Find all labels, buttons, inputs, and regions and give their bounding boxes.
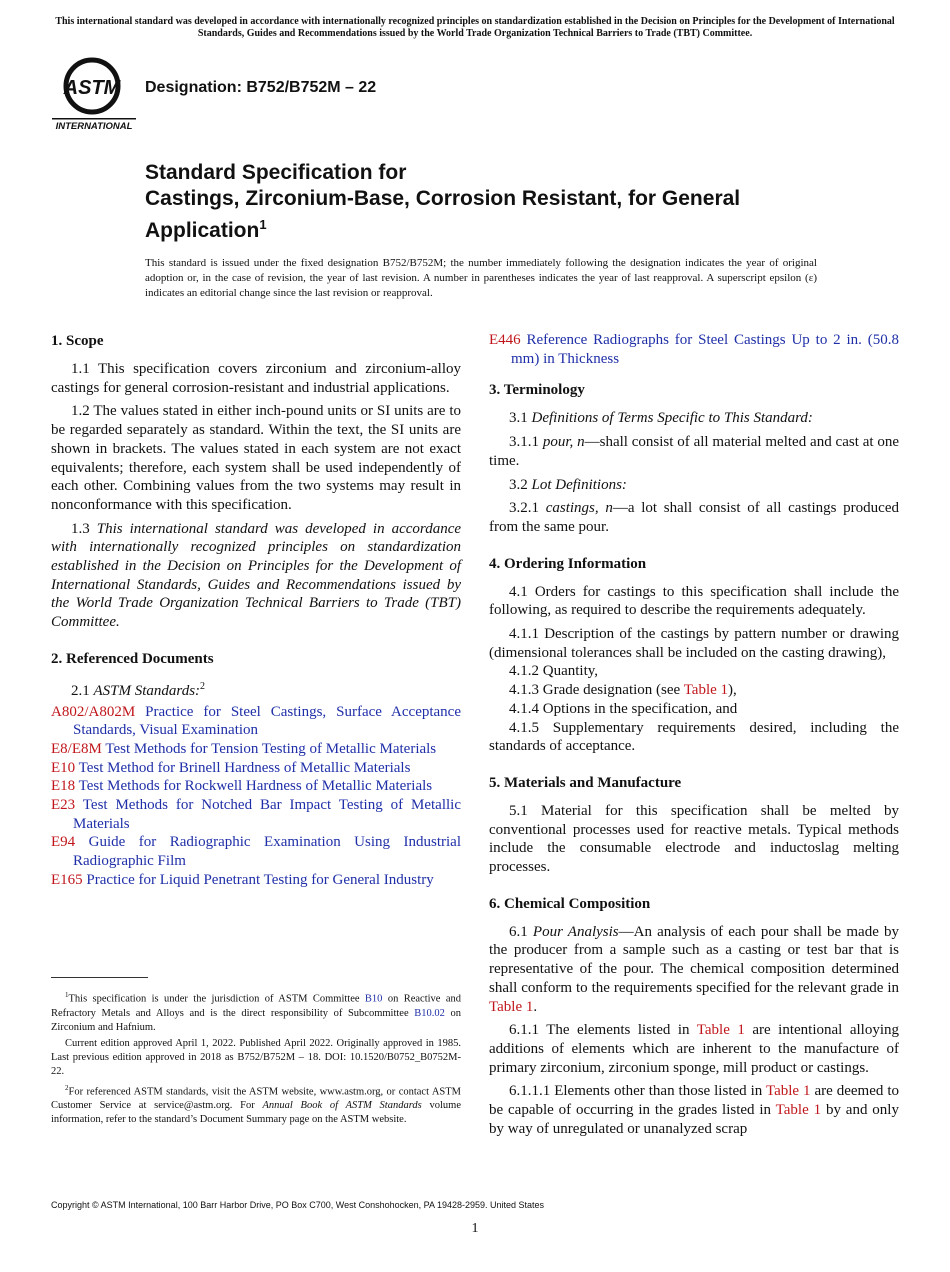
paragraph-4-1-4: 4.1.4 Options in the specification, and — [509, 700, 738, 717]
paragraph-6-1-1-1: 6.1.1.1 Elements other than those listed in Table 1 are deemed to be capable of occurring in the grades listed in Table 1 by and only by way of unregulated or unanalyzed scrap — [489, 1083, 899, 1137]
paragraph-3-2-1: 3.2.1 castings, n—a lot shall consist of all castings produced from the same pour. — [489, 500, 899, 535]
title-line-2: Castings, Zirconium-Base, Corrosion Resistant, for General Application$^1$ — [145, 187, 741, 242]
page-number: 1 — [471, 1221, 479, 1236]
footnote-1: $^1$This specification is under the jurisdiction of ASTM Committee B10 on Reactive and Refractory Metals and Alloys and is the direct responsibility of Subcommittee B10.02 on Zirconium and Hafnium. — [51, 991, 461, 1033]
paragraph-6-1-1: 6.1.1 The elements listed in Table 1 are intentional alloying additions of elements which are inherent to the manufacture of primary zirconium, zirconium sponge, mill product or castings. — [489, 1022, 899, 1076]
reference-item[interactable]: E10 Test Method for Brinell Hardness of Metallic Materials — [51, 759, 411, 776]
section-heading-scope: 1. Scope — [51, 333, 104, 349]
paragraph-4-1-2: 4.1.2 Quantity, — [509, 663, 599, 680]
paragraph-4-1-5: 4.1.5 Supplementary requirements desired, including the standards of acceptance. — [489, 719, 899, 755]
section-heading-referenced-documents: 2. Referenced Documents — [51, 650, 214, 667]
footnotes — [51, 988, 461, 1129]
logo-subtitle: INTERNATIONAL — [55, 121, 133, 132]
reference-item[interactable]: E165 Practice for Liquid Penetrant Testing for General Industry — [51, 871, 434, 888]
paragraph-3-1-1: 3.1.1 pour, n—shall consist of all material melted and cast at one time. — [489, 434, 900, 469]
reference-item[interactable]: A802/A802M Practice for Steel Castings, Surface Acceptance Standards, Visual Examination — [51, 703, 461, 739]
section-heading-chemical-composition: 6. Chemical Composition — [489, 895, 651, 912]
paragraph-1-2: 1.2 The values stated in either inch-pound units or SI units are to be regarded separately as standard. Within the text, the SI units are shown in brackets. The values stated in each system are not exact equivalents; therefore, each system shall be used independently of each other. Combining values from the two systems may result in nonconformance with this specification. — [51, 403, 461, 513]
section-heading-ordering-information: 4. Ordering Information — [489, 555, 647, 572]
subcommittee-link[interactable]: B10.02 — [414, 1007, 445, 1019]
logo-text: ASTM — [63, 77, 121, 99]
astm-logo-icon — [52, 56, 136, 132]
reference-item[interactable]: E446 Reference Radiographs for Steel Castings Up to 2 in. (50.8 mm) in Thickness — [489, 332, 900, 367]
astm-logo — [52, 56, 136, 132]
paragraph-3-2: 3.2 Lot Definitions: — [509, 476, 627, 493]
table-1-link[interactable]: Table 1 — [775, 1102, 822, 1119]
section-heading-materials-and-manufacture: 5. Materials and Manufacture — [489, 774, 682, 791]
table-1-link[interactable]: Table 1 — [696, 1022, 745, 1039]
footnote-divider — [51, 977, 148, 978]
title-line-1: Standard Specification for — [145, 161, 407, 184]
reference-item[interactable]: E18 Test Methods for Rockwell Hardness of Metallic Materials — [51, 778, 433, 795]
paragraph-4-1-1: 4.1.1 Description of the castings by pattern number or drawing (dimensional tolerances shall be included on the casting drawing), — [489, 626, 899, 661]
footnote-1-edition: Current edition approved April 1, 2022. Published April 2022. Originally approved in 1985. Last previous edition approved in 2018 as B752/B752M – 18. DOI: 10.1520/B0752_B0752M-22. — [51, 1037, 461, 1077]
reference-item[interactable]: E23 Test Methods for Notched Bar Impact Testing of Metallic Materials — [51, 797, 461, 832]
document-title — [145, 160, 845, 244]
table-1-link[interactable]: Table 1 — [765, 1083, 811, 1100]
title-footnote-mark: 1 — [259, 217, 267, 232]
paragraph-1-1: 1.1 This specification covers zirconium and zirconium-alloy castings for general corrosion-resistant and industrial applications. — [51, 361, 461, 396]
committee-link[interactable]: B10 — [364, 993, 383, 1005]
left-column — [51, 331, 461, 890]
paragraph-2-1: 2.1 ASTM Standards:$^2$ — [71, 680, 206, 699]
table-1-link[interactable]: Table 1 — [683, 682, 729, 699]
designation: Designation: B752/B752M – 22 — [145, 79, 377, 96]
reference-item[interactable]: E94 Guide for Radiographic Examination Using Industrial Radiographic Film — [51, 834, 461, 870]
paragraph-4-1: 4.1 Orders for castings to this specification shall include the following, as required to describe the requirements adequately. — [489, 583, 899, 619]
footnote-2: $^2$For referenced ASTM standards, visit the ASTM website, www.astm.org, or contact ASTM Customer Service at service@astm.org. For Annual Book of ASTM Standards volume information, refer to the standard’s Document Summary page on the ASTM website. — [51, 1083, 461, 1125]
copyright: Copyright © ASTM International, 100 Barr Harbor Drive, PO Box C700, West Conshohocken, PA 19428-2959. United States — [51, 1200, 545, 1210]
preamble: This standard is issued under the fixed designation B752/B752M; the number immediately following the designation indicates the year of original adoption or, in the case of revision, the year of last revision. A number in parentheses indicates the year of last reapproval. A superscript epsilon (ε) indicates an editorial change since the last revision or reapproval. — [145, 257, 817, 299]
right-column — [489, 331, 899, 1144]
paragraph-1-3: 1.3 This international standard was developed in accordance with internationally recognized principles on standardization established in the Decision on Principles for the Development of International Standards, Guides and Recommendations issued by the World Trade Organization Technical Barriers to Trade (TBT) Committee. — [51, 520, 462, 631]
paragraph-6-1: 6.1 Pour Analysis—An analysis of each pour shall be made by the producer from a sample such as a casting or test bar that is representative of the pour. The chemical composition determined shall conform to the requirements specified for the relevant grade in Table 1. — [489, 923, 900, 1015]
paragraph-3-1: 3.1 Definitions of Terms Specific to This Standard: — [509, 410, 813, 427]
table-1-link[interactable]: Table 1 — [489, 998, 534, 1015]
paragraph-5-1: 5.1 Material for this specification shall be melted by conventional processes used for reactive metals. Typical methods include the consumable electrode and inductoslag melting processes. — [489, 802, 899, 876]
paragraph-4-1-3: 4.1.3 Grade designation (see Table 1), — [509, 682, 737, 699]
top-notice: This international standard was developed in accordance with internationally recognized principles on standardization established in the Decision on Principles for the Development of International Standards, Guides and Recommendations issued by the World Trade Organization Technical Barriers to Trade (TBT) Committee. — [55, 16, 895, 39]
section-heading-terminology: 3. Terminology — [489, 382, 585, 399]
reference-item[interactable]: E8/E8M Test Methods for Tension Testing of Metallic Materials — [51, 740, 437, 757]
